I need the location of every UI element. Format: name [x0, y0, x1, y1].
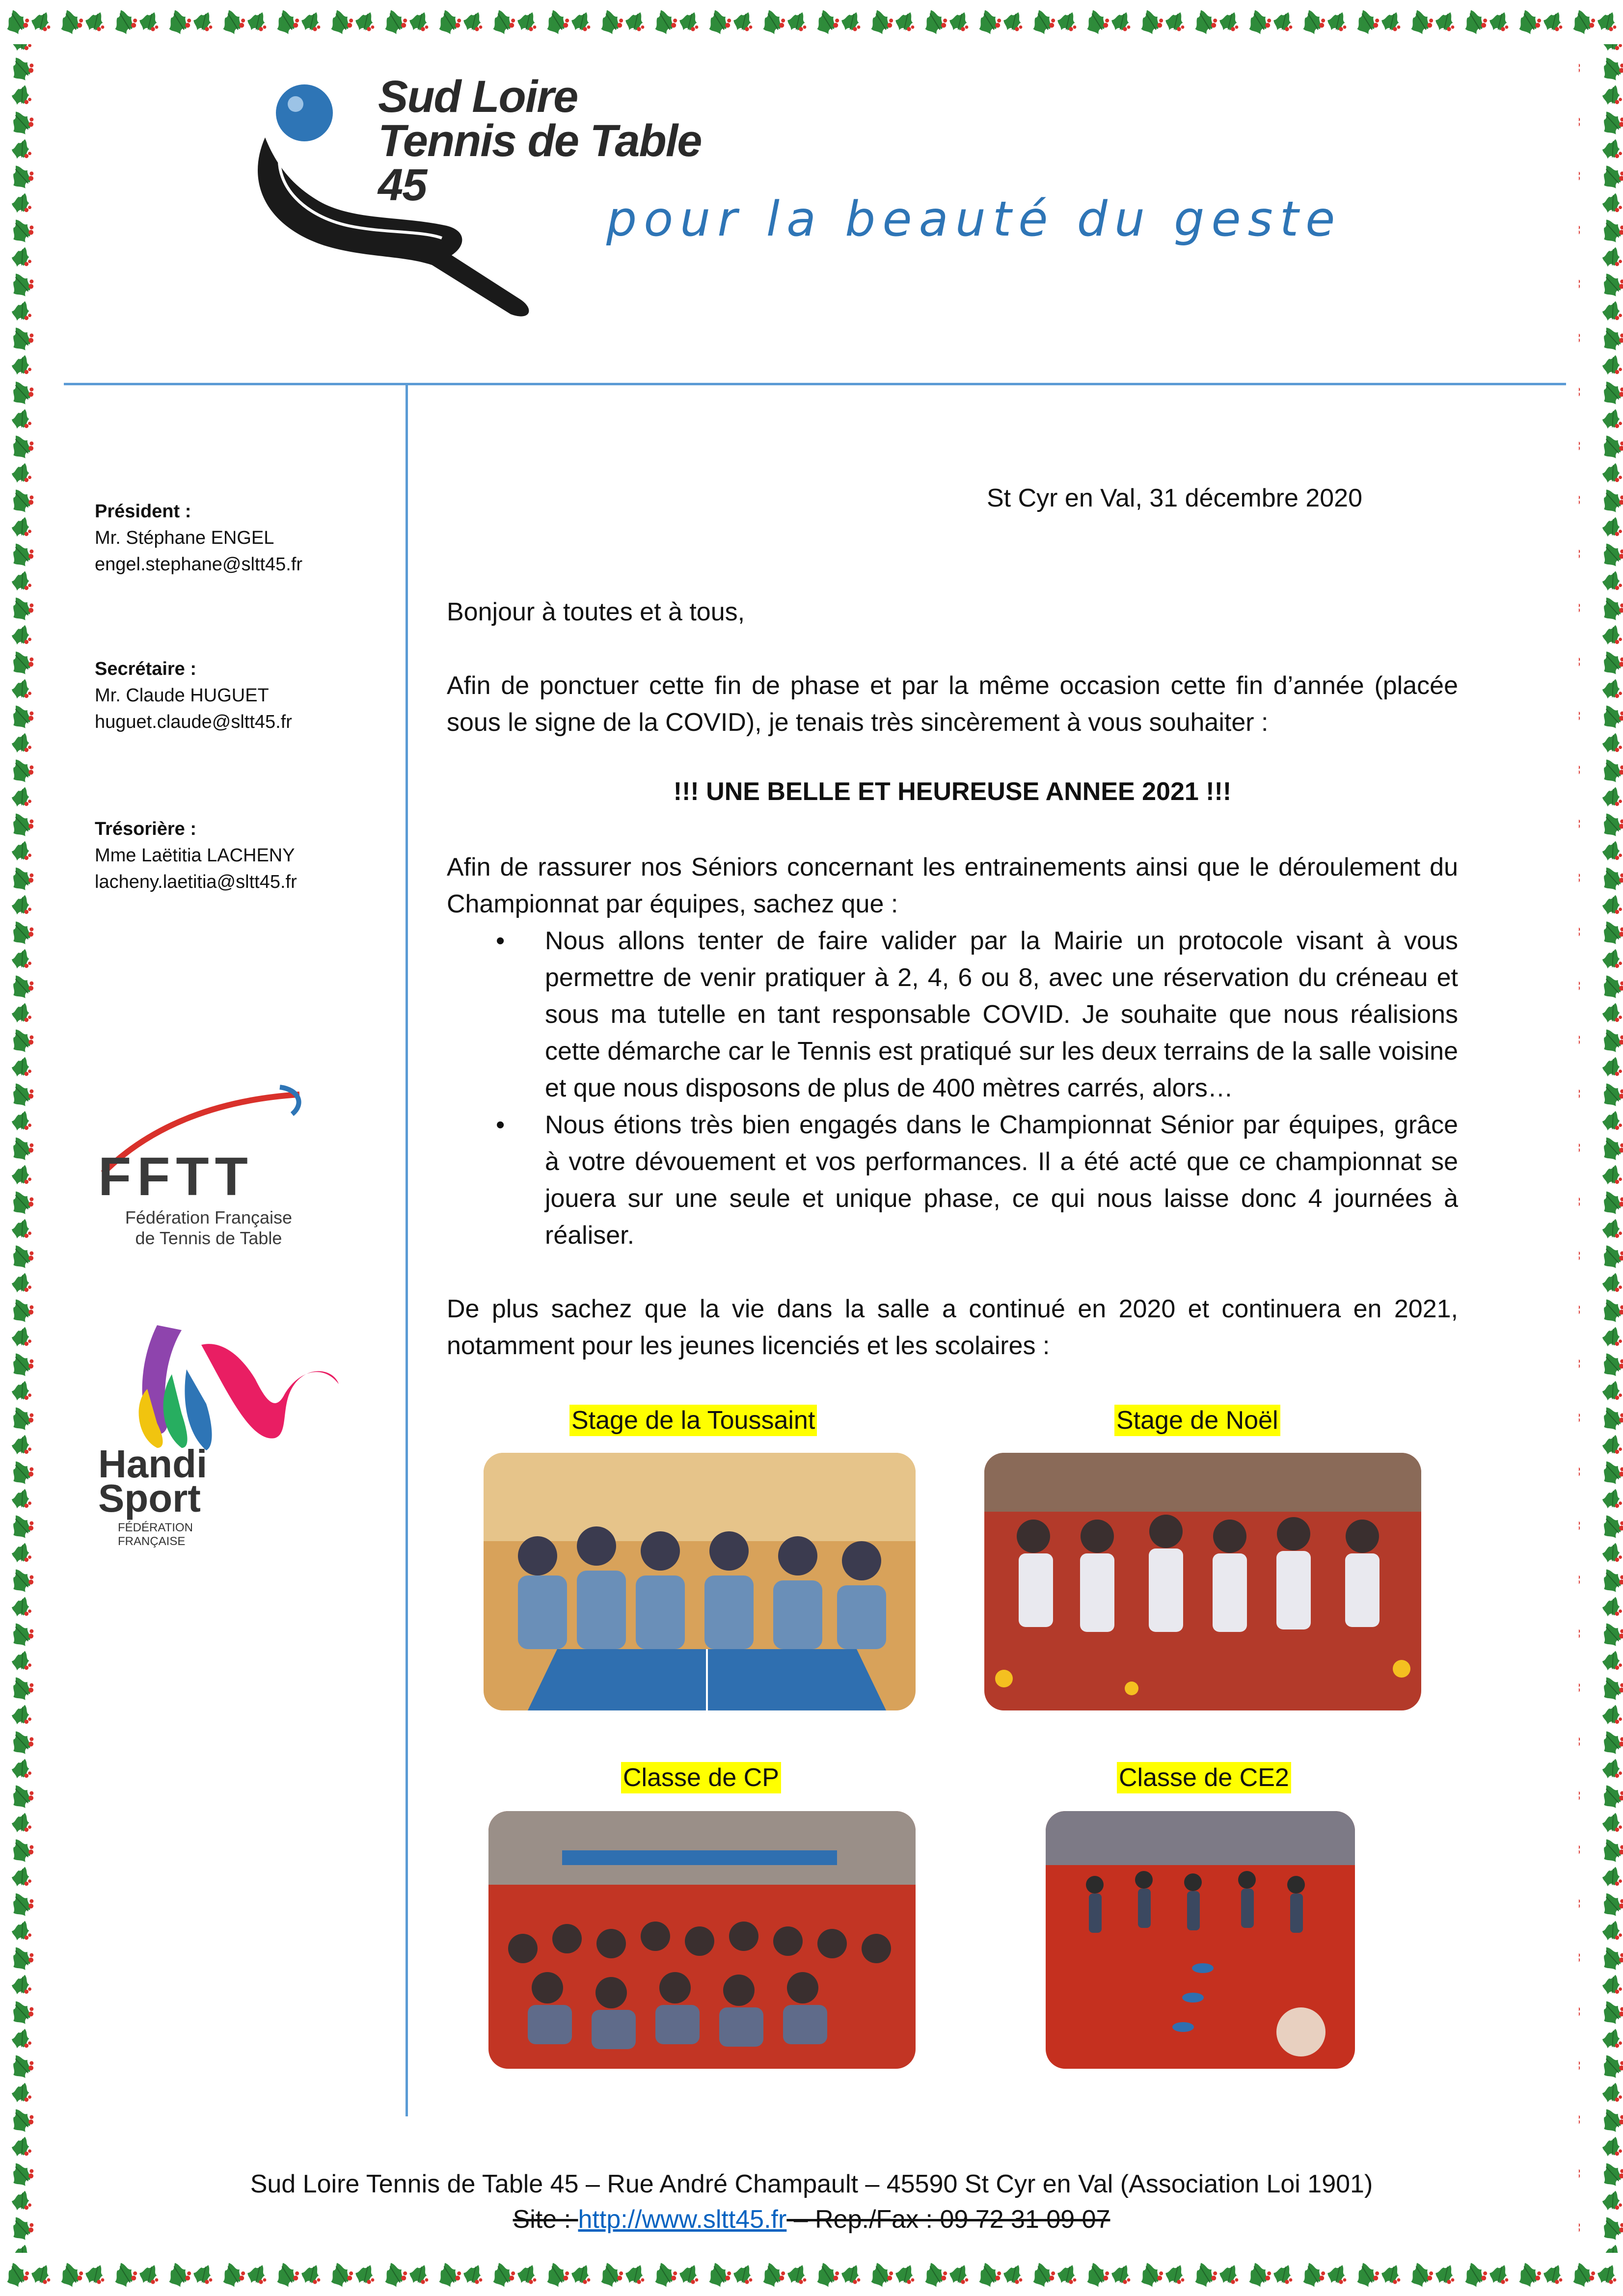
caption-ce2: Classe de CE2 [1117, 1762, 1291, 1793]
president-email[interactable]: engel.stephane@sltt45.fr [95, 554, 303, 575]
fftt-line-2: de Tennis de Table [135, 1228, 282, 1248]
bullet-text: Nous étions très bien engagés dans le Championnat Sénior par équipes, grâce à votre dévouement et vos performances. Il a été acté que ce championnat se jouera sur une seule et unique phase, ce qui nous laisse donc 4 journées à réaliser. [545, 1111, 1458, 1250]
president-block [95, 498, 302, 578]
footer-phone: – Rep./Fax : 09 72 31 09 07 [786, 2205, 1110, 2234]
photo-noel [984, 1453, 1421, 1710]
bullet-text: Nous allons tenter de faire valider par la Mairie un protocole visant à vous permettre de venir pratiquer à 2, 4, 6 ou 8, avec une réservation du créneau et sous ma tutelle en tant responsable COVID. Je souhaite que nous réalisions cette démarche car le Tennis est pratiqué sur les deux terrains de la salle voisine et que nous disposons de plus de 400 mètres carrés, alors… [545, 927, 1458, 1102]
bullet-icon: • [496, 927, 505, 955]
secretary-role: Secrétaire : [95, 659, 197, 679]
paragraph-3: De plus sachez que la vie dans la salle a continué en 2020 et continuera en 2021, notamment pour les jeunes licenciés et les scolaires : [447, 1295, 1458, 1360]
handisport-text [98, 1443, 314, 1551]
logo-line-1: Sud Loire [378, 72, 578, 122]
footer-site-label: Site : [513, 2205, 578, 2234]
sidebar-divider [406, 384, 408, 2116]
footer-site-link[interactable]: http://www.sltt45.fr [578, 2205, 787, 2234]
caption-noel: Stage de Noël [1114, 1405, 1280, 1436]
handisport-line-1: Handi [98, 1443, 208, 1486]
caption-toussaint: Stage de la Toussaint [569, 1405, 817, 1436]
president-name: Mr. Stéphane ENGEL [95, 528, 274, 548]
logo-line-2: Tennis de Table [378, 116, 702, 166]
footer-contact [0, 2205, 1623, 2234]
bullet-icon: • [496, 1111, 505, 1139]
handisport-logo [98, 1315, 344, 1571]
treasurer-email[interactable]: lacheny.laetitia@sltt45.fr [95, 872, 297, 892]
photo-toussaint [484, 1453, 916, 1710]
greeting: Bonjour à toutes et à tous, [447, 598, 745, 626]
secretary-email[interactable]: huguet.claude@sltt45.fr [95, 712, 292, 732]
treasurer-name: Mme Laëtitia LACHENY [95, 845, 295, 866]
photo-cp [488, 1811, 916, 2069]
bullet-item [447, 1107, 1458, 1254]
secretary-block [95, 656, 292, 735]
letter-date: St Cyr en Val, 31 décembre 2020 [987, 484, 1363, 512]
treasurer-role: Trésorière : [95, 819, 196, 839]
president-role: Président : [95, 501, 191, 522]
treasurer-block [95, 816, 297, 895]
bullet-list [447, 923, 1458, 1254]
header-divider [64, 383, 1566, 385]
handisport-line-2: Sport [98, 1476, 201, 1520]
handisport-mark [128, 1315, 344, 1463]
new-year-banner: !!! UNE BELLE ET HEUREUSE ANNEE 2021 !!! [673, 777, 1232, 806]
secretary-name: Mr. Claude HUGUET [95, 685, 269, 706]
tagline: pour la beauté du geste [606, 191, 1342, 247]
fftt-wordmark: FFTT [98, 1147, 254, 1202]
caption-cp: Classe de CP [621, 1762, 781, 1793]
bullet-item [447, 923, 1458, 1107]
handisport-line-3: FÉDÉRATION [118, 1521, 193, 1534]
fftt-line-1: Fédération Française [125, 1207, 293, 1228]
fftt-logo [93, 1085, 324, 1271]
photo-ce2 [1046, 1811, 1355, 2069]
fftt-mark [93, 1085, 324, 1202]
logo-line-3: 45 [378, 160, 427, 210]
handisport-line-4: FRANÇAISE [118, 1535, 186, 1548]
paragraph-2: Afin de rassurer nos Séniors concernant les entrainements ainsi que le déroulement du Championnat par équipes, sachez que : [447, 853, 1458, 918]
paragraph-1: Afin de ponctuer cette fin de phase et par la même occasion cette fin d’année (placée sous le signe de la COVID), je tenais très sincèrement à vous souhaiter : [447, 671, 1458, 737]
footer-address: Sud Loire Tennis de Table 45 – Rue André Champault – 45590 St Cyr en Val (Association Loi 1901) [250, 2170, 1373, 2198]
